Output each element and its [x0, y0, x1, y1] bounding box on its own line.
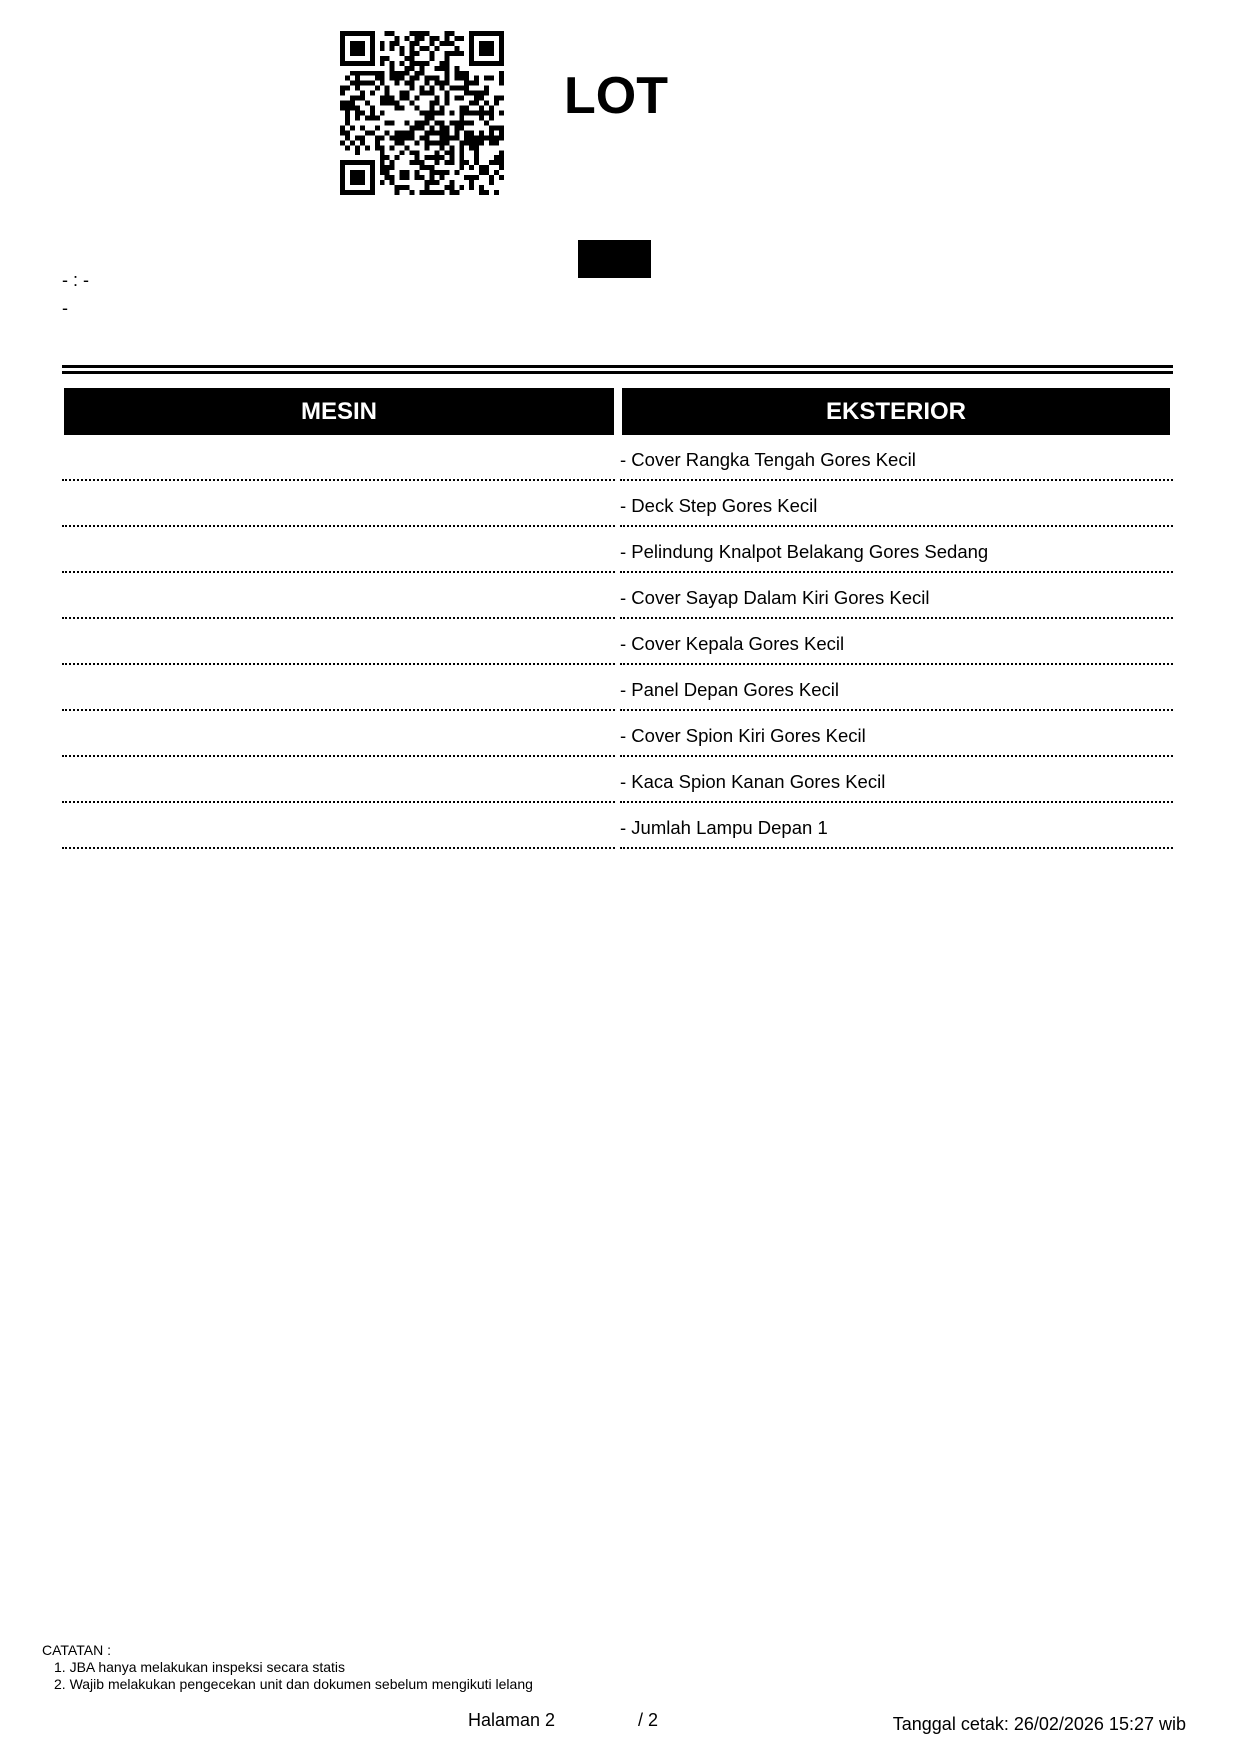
mesin-row	[62, 757, 615, 803]
lot-title: LOT	[564, 67, 668, 125]
mesin-row	[62, 481, 615, 527]
print-date: Tanggal cetak: 26/02/2026 15:27 wib	[892, 1714, 1186, 1734]
eksterior-list	[620, 435, 1173, 849]
divider-bottom	[62, 371, 1173, 374]
meta-line-1: - : -	[62, 270, 89, 290]
eksterior-row: - Cover Sayap Dalam Kiri Gores Kecil	[620, 573, 1173, 619]
eksterior-row: - Pelindung Knalpot Belakang Gores Sedang	[620, 527, 1173, 573]
eksterior-row: - Cover Kepala Gores Kecil	[620, 619, 1173, 665]
note-item: 2. Wajib melakukan pengecekan unit dan dokumen sebelum mengikuti lelang	[54, 1676, 533, 1692]
page-number: Halaman 2	[468, 1710, 556, 1730]
redacted-lot-number	[578, 240, 651, 278]
page-total: / 2	[638, 1710, 659, 1730]
mesin-row	[62, 619, 615, 665]
notes-title: CATATAN :	[42, 1642, 111, 1658]
mesin-header: MESIN	[64, 388, 614, 435]
notes	[42, 1642, 533, 1693]
meta-line-2: -	[62, 298, 68, 318]
mesin-row	[62, 435, 615, 481]
mesin-row	[62, 803, 615, 849]
eksterior-row: - Deck Step Gores Kecil	[620, 481, 1173, 527]
qr-code	[340, 31, 504, 195]
eksterior-row: - Jumlah Lampu Depan 1	[620, 803, 1173, 849]
eksterior-row: - Cover Spion Kiri Gores Kecil	[620, 711, 1173, 757]
eksterior-row: - Panel Depan Gores Kecil	[620, 665, 1173, 711]
qr-modules	[340, 31, 504, 195]
mesin-row	[62, 665, 615, 711]
mesin-row	[62, 573, 615, 619]
eksterior-row: - Kaca Spion Kanan Gores Kecil	[620, 757, 1173, 803]
eksterior-header: EKSTERIOR	[622, 388, 1170, 435]
divider-top	[62, 365, 1173, 368]
eksterior-row: - Cover Rangka Tengah Gores Kecil	[620, 435, 1173, 481]
mesin-row	[62, 711, 615, 757]
note-item: 1. JBA hanya melakukan inspeksi secara statis	[54, 1659, 346, 1675]
mesin-list	[62, 435, 615, 849]
mesin-row	[62, 527, 615, 573]
